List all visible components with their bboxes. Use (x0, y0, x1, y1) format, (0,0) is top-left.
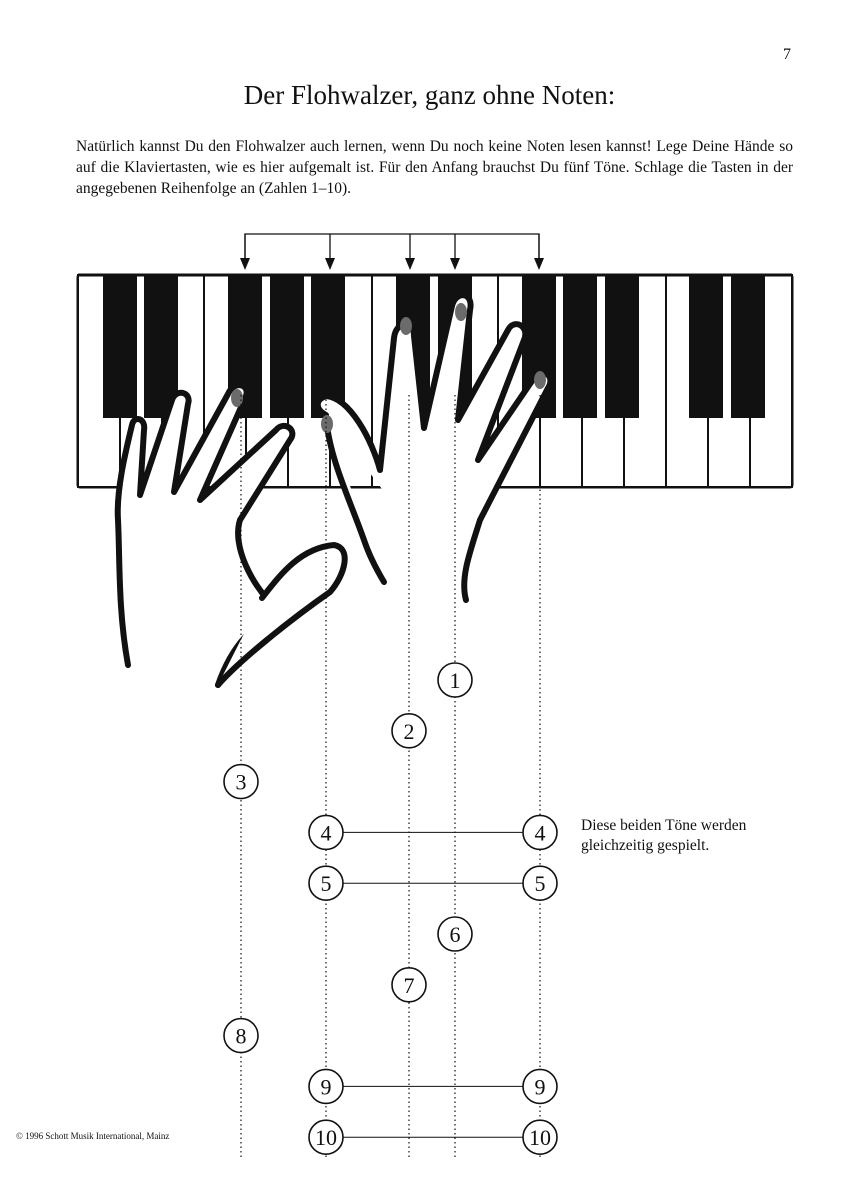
black-key (103, 275, 137, 418)
step-number: 4 (320, 820, 332, 846)
black-key (270, 275, 304, 418)
step-number: 1 (449, 668, 461, 693)
step-number: 10 (529, 1125, 551, 1151)
fingertip-marker (400, 317, 412, 335)
fingertip-marker (455, 303, 467, 321)
arrow-head (534, 258, 544, 270)
step-number: 5 (534, 871, 546, 897)
intro-paragraph: Natürlich kannst Du den Flohwalzer auch lernen, wenn Du noch keine Noten lesen kannst! Lege Deine Hände so auf die Klaviertasten, wie es hier aufgemalt ist. Für den Anfang brauchst Du fünf Töne. Schlage die Tasten in der angegebenen Reihenfolge an (Zahlen 1–10). (76, 138, 793, 197)
black-key (689, 275, 723, 418)
simultaneous-note: Diese beiden Töne werden gleichzeitig gespielt. (581, 817, 747, 854)
key-arrows (240, 234, 544, 270)
step-number: 8 (235, 1023, 247, 1049)
page-number: 7 (783, 46, 791, 63)
black-key (605, 275, 639, 418)
black-key (731, 275, 765, 418)
step-sequence (224, 663, 557, 1154)
step-number: 9 (534, 1074, 546, 1100)
fingertip-marker (534, 371, 546, 389)
step-number: 3 (235, 769, 247, 795)
arrow-head (450, 258, 460, 270)
arrow-bracket (245, 234, 539, 266)
page-title: Der Flohwalzer, ganz ohne Noten: (243, 80, 616, 110)
arrow-head (405, 258, 415, 270)
black-key (563, 275, 597, 418)
arrow-head (325, 258, 335, 270)
arrow-head (240, 258, 250, 270)
step-number: 9 (320, 1074, 332, 1100)
step-number: 10 (315, 1125, 337, 1151)
fingertip-marker (321, 415, 333, 433)
copyright-notice: © 1996 Schott Musik International, Mainz (16, 1131, 170, 1141)
key-guide-lines (241, 395, 540, 1158)
step-number: 7 (403, 972, 415, 998)
step-number: 5 (320, 871, 332, 897)
step-number: 4 (534, 820, 546, 846)
step-number: 6 (449, 922, 461, 947)
step-number: 2 (403, 718, 415, 744)
